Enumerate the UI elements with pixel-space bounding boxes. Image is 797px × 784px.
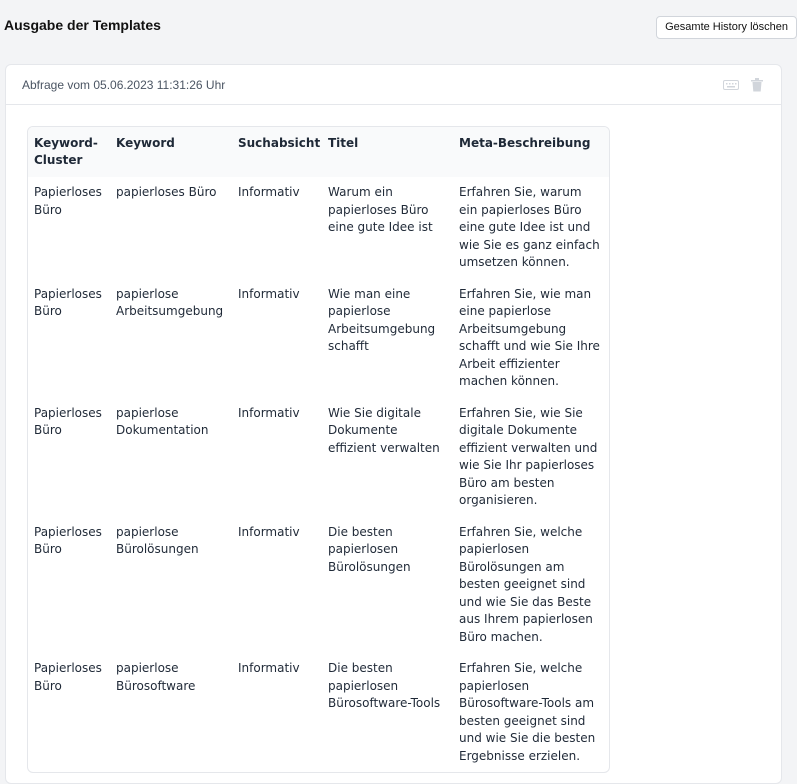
column-header-keyword-cluster: Keyword-Cluster [34, 136, 98, 167]
cell-titel: Die besten papierlosen Bürolösungen [328, 524, 411, 574]
cell-keyword-cluster: Papierloses Büro [34, 185, 102, 217]
cell-keyword: papierlose Arbeitsumgebung [116, 286, 224, 318]
column-header-meta-beschreibung: Meta-Beschreibung [459, 136, 591, 150]
cell-keyword-cluster: Papierloses Büro [34, 405, 102, 437]
cell-meta-beschreibung: Erfahren Sie, wie Sie digitale Dokumente effizient verwalten und wie Sie Ihr papierloses Büro am besten organisieren. [459, 405, 598, 507]
column-header-titel: Titel [328, 136, 359, 150]
cell-keyword: papierloses Büro [116, 185, 217, 199]
cell-meta-beschreibung: Erfahren Sie, welche papierlosen Bürosoftware-Tools am besten geeignet sind und wie Sie die besten Ergebnisse erzielen. [459, 661, 596, 763]
trash-icon[interactable] [749, 77, 765, 93]
query-card-header [6, 65, 781, 105]
cell-suchabsicht: Informativ [238, 286, 300, 301]
table-row [28, 279, 609, 398]
cell-meta-beschreibung: Erfahren Sie, welche papierlosen Bürolösungen am besten geeignet sind und wie Sie das Beste aus Ihrem papierlosen Büro machen. [459, 524, 593, 644]
query-card [5, 64, 782, 784]
table-row [28, 653, 609, 772]
table-header-row [28, 127, 609, 177]
cell-keyword: papierlose Bürolösungen [116, 524, 199, 556]
column-header-suchabsicht: Suchabsicht [238, 136, 321, 150]
cell-keyword-cluster: Papierloses Büro [34, 661, 102, 693]
cell-suchabsicht: Informativ [238, 405, 300, 420]
query-timestamp: Abfrage vom 05.06.2023 11:31:26 Uhr [22, 77, 226, 92]
cell-titel: Warum ein papierloses Büro eine gute Idee ist [328, 185, 433, 234]
templates-table [27, 126, 610, 773]
cell-suchabsicht: Informativ [238, 524, 300, 539]
cell-keyword: papierlose Dokumentation [116, 405, 209, 437]
table-row [28, 517, 609, 654]
table-row [28, 398, 609, 517]
table-row [28, 177, 609, 279]
keyboard-icon[interactable] [723, 77, 739, 93]
cell-titel: Wie man eine papierlose Arbeitsumgebung schafft [328, 286, 436, 353]
cell-titel: Wie Sie digitale Dokumente effizient verwalten [328, 405, 440, 455]
cell-titel: Die besten papierlosen Bürosoftware-Tools [328, 661, 441, 710]
page-title: Ausgabe der Templates [4, 17, 161, 33]
cell-meta-beschreibung: Erfahren Sie, wie man eine papierlose Arbeitsumgebung schafft und wie Sie Ihre Arbeit effizienter machen können. [459, 286, 600, 388]
clear-history-button[interactable]: Gesamte History löschen [656, 16, 797, 39]
cell-keyword: papierlose Bürosoftware [116, 661, 196, 693]
cell-keyword-cluster: Papierloses Büro [34, 524, 102, 556]
cell-keyword-cluster: Papierloses Büro [34, 286, 102, 318]
cell-suchabsicht: Informativ [238, 661, 300, 675]
cell-suchabsicht: Informativ [238, 185, 300, 199]
cell-meta-beschreibung: Erfahren Sie, warum ein papierloses Büro eine gute Idee ist und wie Sie es ganz einfach umsetzen können. [459, 185, 600, 269]
query-actions [723, 77, 765, 93]
column-header-keyword: Keyword [116, 136, 175, 150]
